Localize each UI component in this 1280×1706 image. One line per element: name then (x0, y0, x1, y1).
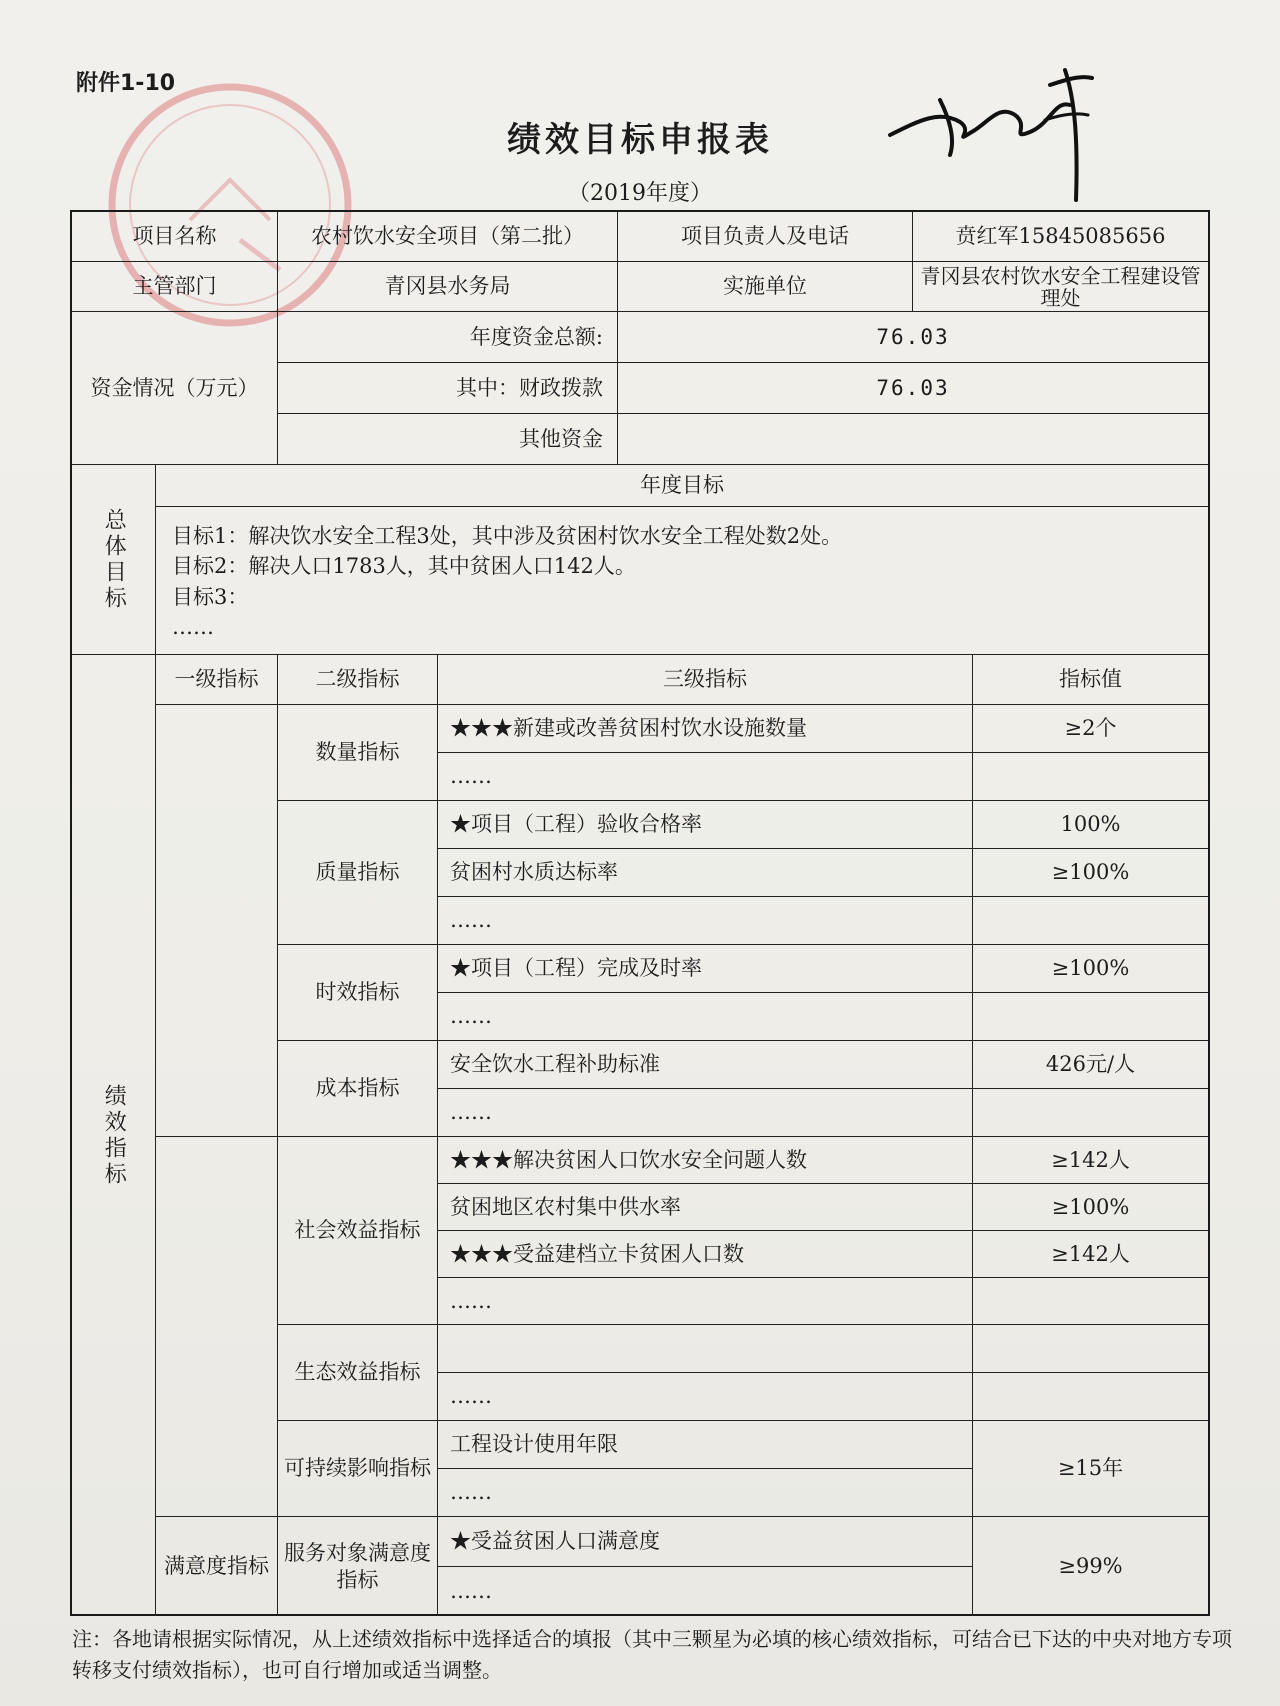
implementing-unit-value: 青冈县农村饮水安全工程建设管理处 (913, 262, 1208, 312)
project-leader-label: 项目负责人及电话 (618, 212, 913, 262)
timeliness-item-1-value: ≥100% (973, 945, 1208, 993)
quantity-item-1: ★★★新建或改善贫困村饮水设施数量 (438, 705, 973, 753)
quantity-ellipsis: …… (438, 753, 973, 801)
ecological-item-1-value (973, 1325, 1208, 1373)
col-level2-header: 二级指标 (278, 655, 438, 705)
social-item-1: ★★★解决贫困人口饮水安全问题人数 (438, 1137, 973, 1184)
annual-total-value: 76.03 (618, 312, 1208, 363)
cost-ellipsis-value (973, 1089, 1208, 1137)
social-item-1-value: ≥142人 (973, 1137, 1208, 1184)
sustainability-item-1: 工程设计使用年限 (438, 1421, 973, 1469)
quantity-ellipsis-value (973, 753, 1208, 801)
quantity-indicator: 数量指标 (278, 705, 438, 801)
goal-3: 目标3： (172, 584, 249, 609)
social-item-3-value: ≥142人 (973, 1231, 1208, 1278)
performance-indicator-label-text: 绩效指标 (101, 1083, 127, 1188)
ecological-ellipsis-value (973, 1373, 1208, 1421)
timeliness-ellipsis-value (973, 993, 1208, 1041)
cost-item-1: 安全饮水工程补助标准 (438, 1041, 973, 1089)
performance-target-form (70, 210, 1210, 1616)
timeliness-indicator: 时效指标 (278, 945, 438, 1041)
form-title: 绩效目标申报表 (507, 120, 773, 160)
quality-item-1-value: 100% (973, 801, 1208, 849)
annual-total-label: 年度资金总额: (278, 312, 618, 363)
fiscal-allocation-label: 其中：财政拨款 (278, 363, 618, 414)
social-ellipsis: …… (438, 1278, 973, 1325)
quality-ellipsis: …… (438, 897, 973, 945)
goal-1: 目标1：解决饮水安全工程3处，其中涉及贫困村饮水安全工程处数2处。 (172, 524, 843, 548)
social-item-2-value: ≥100% (973, 1184, 1208, 1231)
performance-indicator-label (72, 655, 156, 1616)
overall-goal-label-text: 总体目标 (101, 507, 127, 612)
project-name-value: 农村饮水安全项目（第二批） (278, 212, 618, 262)
level1-satisfaction-cell: 满意度指标 (156, 1517, 278, 1616)
quality-item-2-value: ≥100% (973, 849, 1208, 897)
sustainability-indicator: 可持续影响指标 (278, 1421, 438, 1517)
sustainability-ellipsis: …… (438, 1469, 973, 1517)
other-funds-value (618, 414, 1208, 465)
quantity-item-1-value: ≥2个 (973, 705, 1208, 753)
cost-item-1-value: 426元/人 (973, 1041, 1208, 1089)
goal-2: 目标2：解决人口1783人，其中贫困人口142人。 (172, 554, 636, 579)
col-level3-header: 三级指标 (438, 655, 973, 705)
department-value: 青冈县水务局 (278, 262, 618, 312)
social-item-3: ★★★受益建档立卡贫困人口数 (438, 1231, 973, 1278)
annual-goals-list (156, 507, 1208, 655)
satisfaction-ellipsis: …… (438, 1567, 973, 1616)
fiscal-allocation-value: 76.03 (618, 363, 1208, 414)
col-level1-header: 一级指标 (156, 655, 278, 705)
sustainability-item-1-value: ≥15年 (973, 1421, 1208, 1517)
other-funds-label: 其他资金 (278, 414, 618, 465)
goal-ellipsis: …… (172, 615, 214, 640)
quality-indicator: 质量指标 (278, 801, 438, 945)
attachment-label: 附件1-10 (76, 71, 176, 96)
timeliness-ellipsis: …… (438, 993, 973, 1041)
footnote: 注：各地请根据实际情况，从上述绩效指标中选择适合的填报（其中三颗星为必填的核心绩效指标，可结合已下达的中央对地方专项转移支付绩效指标），也可自行增加或适当调整。 (72, 1627, 1232, 1682)
social-ellipsis-value (973, 1278, 1208, 1325)
quality-ellipsis-value (973, 897, 1208, 945)
ecological-benefit-indicator: 生态效益指标 (278, 1325, 438, 1421)
service-satisfaction-indicator: 服务对象满意度指标 (278, 1517, 438, 1616)
implementing-unit-label: 实施单位 (618, 262, 913, 312)
satisfaction-item-1-value: ≥99% (1058, 1554, 1123, 1579)
project-leader-value: 贲红军15845085656 (913, 212, 1208, 262)
funds-label: 资金情况（万元） (72, 312, 278, 465)
ecological-item-1 (438, 1325, 973, 1373)
social-benefit-indicator: 社会效益指标 (278, 1137, 438, 1325)
department-label: 主管部门 (72, 262, 278, 312)
level1-output-cell (156, 705, 278, 1137)
timeliness-item-1: ★项目（工程）完成及时率 (438, 945, 973, 993)
cost-indicator: 成本指标 (278, 1041, 438, 1137)
quality-item-2: 贫困村水质达标率 (438, 849, 973, 897)
satisfaction-item-1: ★受益贫困人口满意度 (438, 1517, 973, 1567)
col-value-header: 指标值 (973, 655, 1208, 705)
overall-goal-label (72, 465, 156, 655)
annual-goal-header: 年度目标 (156, 465, 1208, 507)
level1-effect-cell (156, 1137, 278, 1517)
social-item-2: 贫困地区农村集中供水率 (438, 1184, 973, 1231)
ecological-ellipsis: …… (438, 1373, 973, 1421)
project-name-label: 项目名称 (72, 212, 278, 262)
cost-ellipsis: …… (438, 1089, 973, 1137)
quality-item-1: ★项目（工程）验收合格率 (438, 801, 973, 849)
form-year: （2019年度） (568, 181, 712, 206)
